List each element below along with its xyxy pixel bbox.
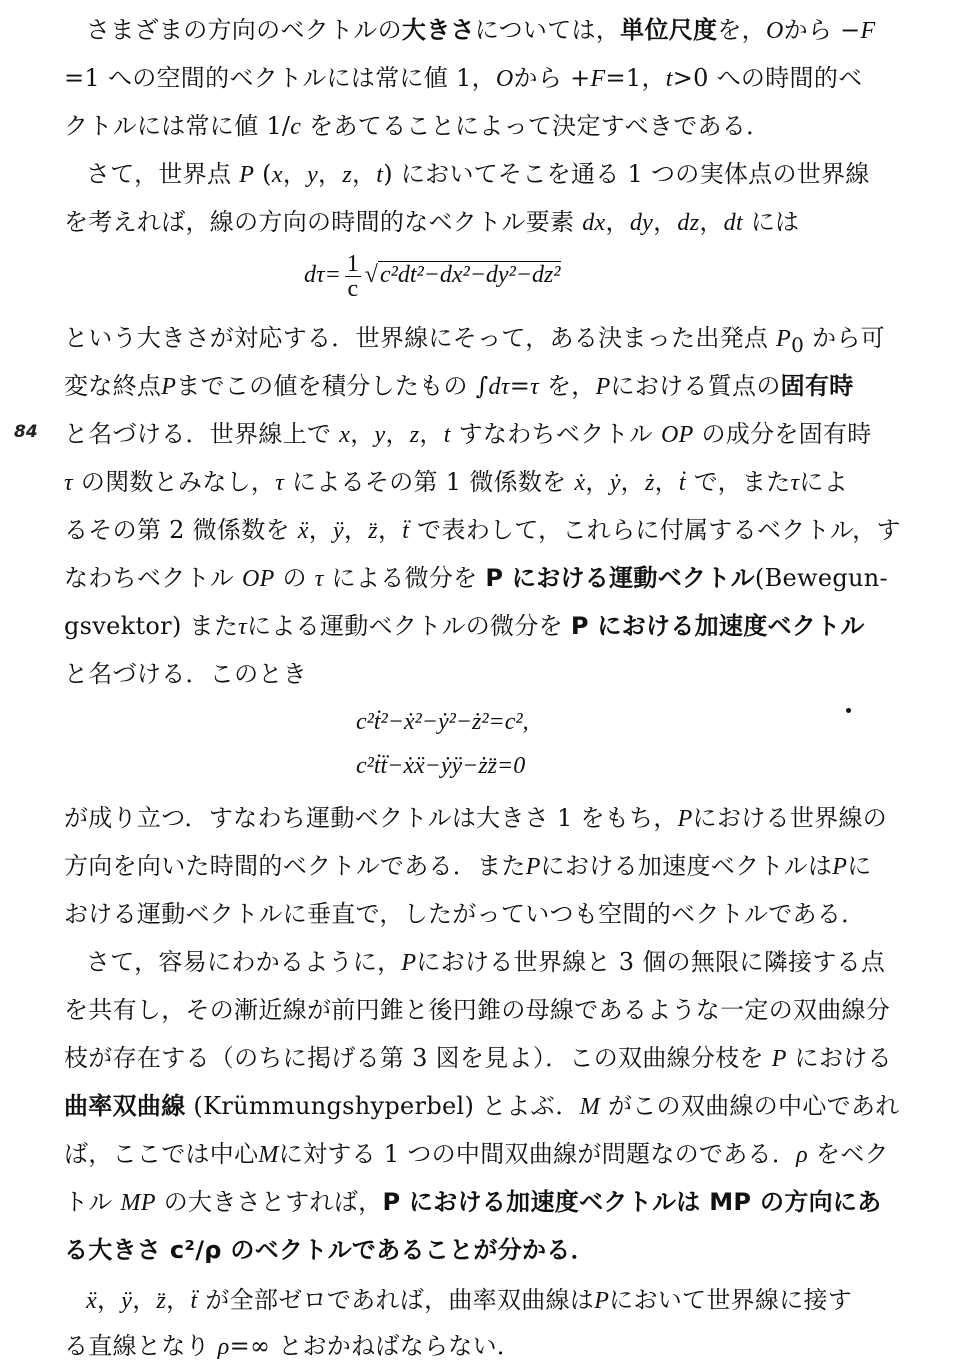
text-line-3: クトルには常に値 1/c をあてることによって決定すべきである． <box>64 112 771 140</box>
text-line-9: τ の関数とみなし，τ によるその第 1 微係数を ẋ，ẏ，ż，ṫ で，またτによ <box>64 468 849 496</box>
text-line-6: という大きさが対応する．世界線にそって，ある決まった出発点 $P_0$ から可 <box>64 324 885 357</box>
text-line-4: さて，世界点 P (x，y，z，t) においてそこを通る 1 つの実体点の世界線 <box>86 160 870 188</box>
text-line-11: なわちベクトル OP の τ による微分を P における運動ベクトル(Bewegun- <box>64 564 888 592</box>
text-line-10: るその第 2 微係数を ẍ，ÿ，z̈，ẗ で表わして，これらに付属するベクトル，す <box>64 516 901 544</box>
text-line-13: と名づける．このとき <box>64 660 307 688</box>
stray-dot <box>846 708 851 713</box>
text-line-5: を考えれば，線の方向の時間的なベクトル要素 dx，dy，dz，dt には <box>64 208 800 236</box>
equation-motion-norm: c²ṫ²−ẋ²−ẏ²−ż²=c², <box>356 709 529 735</box>
text-line-15: 方向を向いた時間的ベクトルである．またPにおける加速度ベクトルはPに <box>64 852 872 880</box>
text-line-23: る大きさ c²/ρ のベクトルであることが分かる． <box>64 1236 595 1264</box>
text-line-12: gsvektor) またτによる運動ベクトルの微分を P における加速度ベクトル <box>64 612 865 640</box>
text-line-19: 枝が存在する（のちに掲げる第 3 図を見よ）．この双曲線分枝を P における <box>64 1044 892 1072</box>
text-line-18: を共有し，その漸近線が前円錐と後円錐の母線であるような一定の双曲線分 <box>64 996 891 1024</box>
text-line-16: おける運動ベクトルに垂直で，したがっていつも空間的ベクトルである． <box>64 900 866 928</box>
margin-page-number: 84 <box>14 422 38 442</box>
text-line-8: と名づける．世界線上で x，y，z，t すなわちベクトル OP の成分を固有時 <box>64 420 872 448</box>
text-line-1: さまざまの方向のベクトルの大きさについては，単位尺度を，Oから −F <box>86 16 876 44</box>
text-line-20: 曲率双曲線 (Krümmungshyperbel) とよぶ．M がこの双曲線の中心であれ <box>64 1092 900 1120</box>
text-line-21: ば，ここでは中心Mに対する 1 つの中間双曲線が問題なのである．ρ をベク <box>64 1140 889 1168</box>
text-line-7: 変な終点Pまでこの値を積分したもの ∫dτ=τ を，Pにおける質点の固有時 <box>64 372 854 400</box>
text-line-2: =1 への空間的ベクトルには常に値 1，Oから +F=1，t>0 への時間的ベ <box>64 64 863 92</box>
text-line-24: ẍ，ÿ，z̈，ẗ が全部ゼロであれば，曲率双曲線はPにおいて世界線に接す <box>86 1286 853 1314</box>
text-line-17: さて，容易にわかるように，Pにおける世界線と 3 個の無限に隣接する点 <box>86 948 886 976</box>
text-line-25: る直線となり ρ=∞ とおかねばならない． <box>64 1332 522 1360</box>
text-line-14: が成り立つ．すなわち運動ベクトルは大きさ 1 をもち，Pにおける世界線の <box>64 804 888 832</box>
equation-proper-time: dτ= $\frac{1}{c}$ √c²dt²−dx²−dy²−dz² <box>304 251 561 302</box>
text-line-22: トル MP の大きさとすれば，P における加速度ベクトルは MP の方向にあ <box>64 1188 882 1216</box>
equation-orthogonality: c²ṫẗ−ẋẍ−ẏÿ−żz̈=0 <box>356 753 526 779</box>
